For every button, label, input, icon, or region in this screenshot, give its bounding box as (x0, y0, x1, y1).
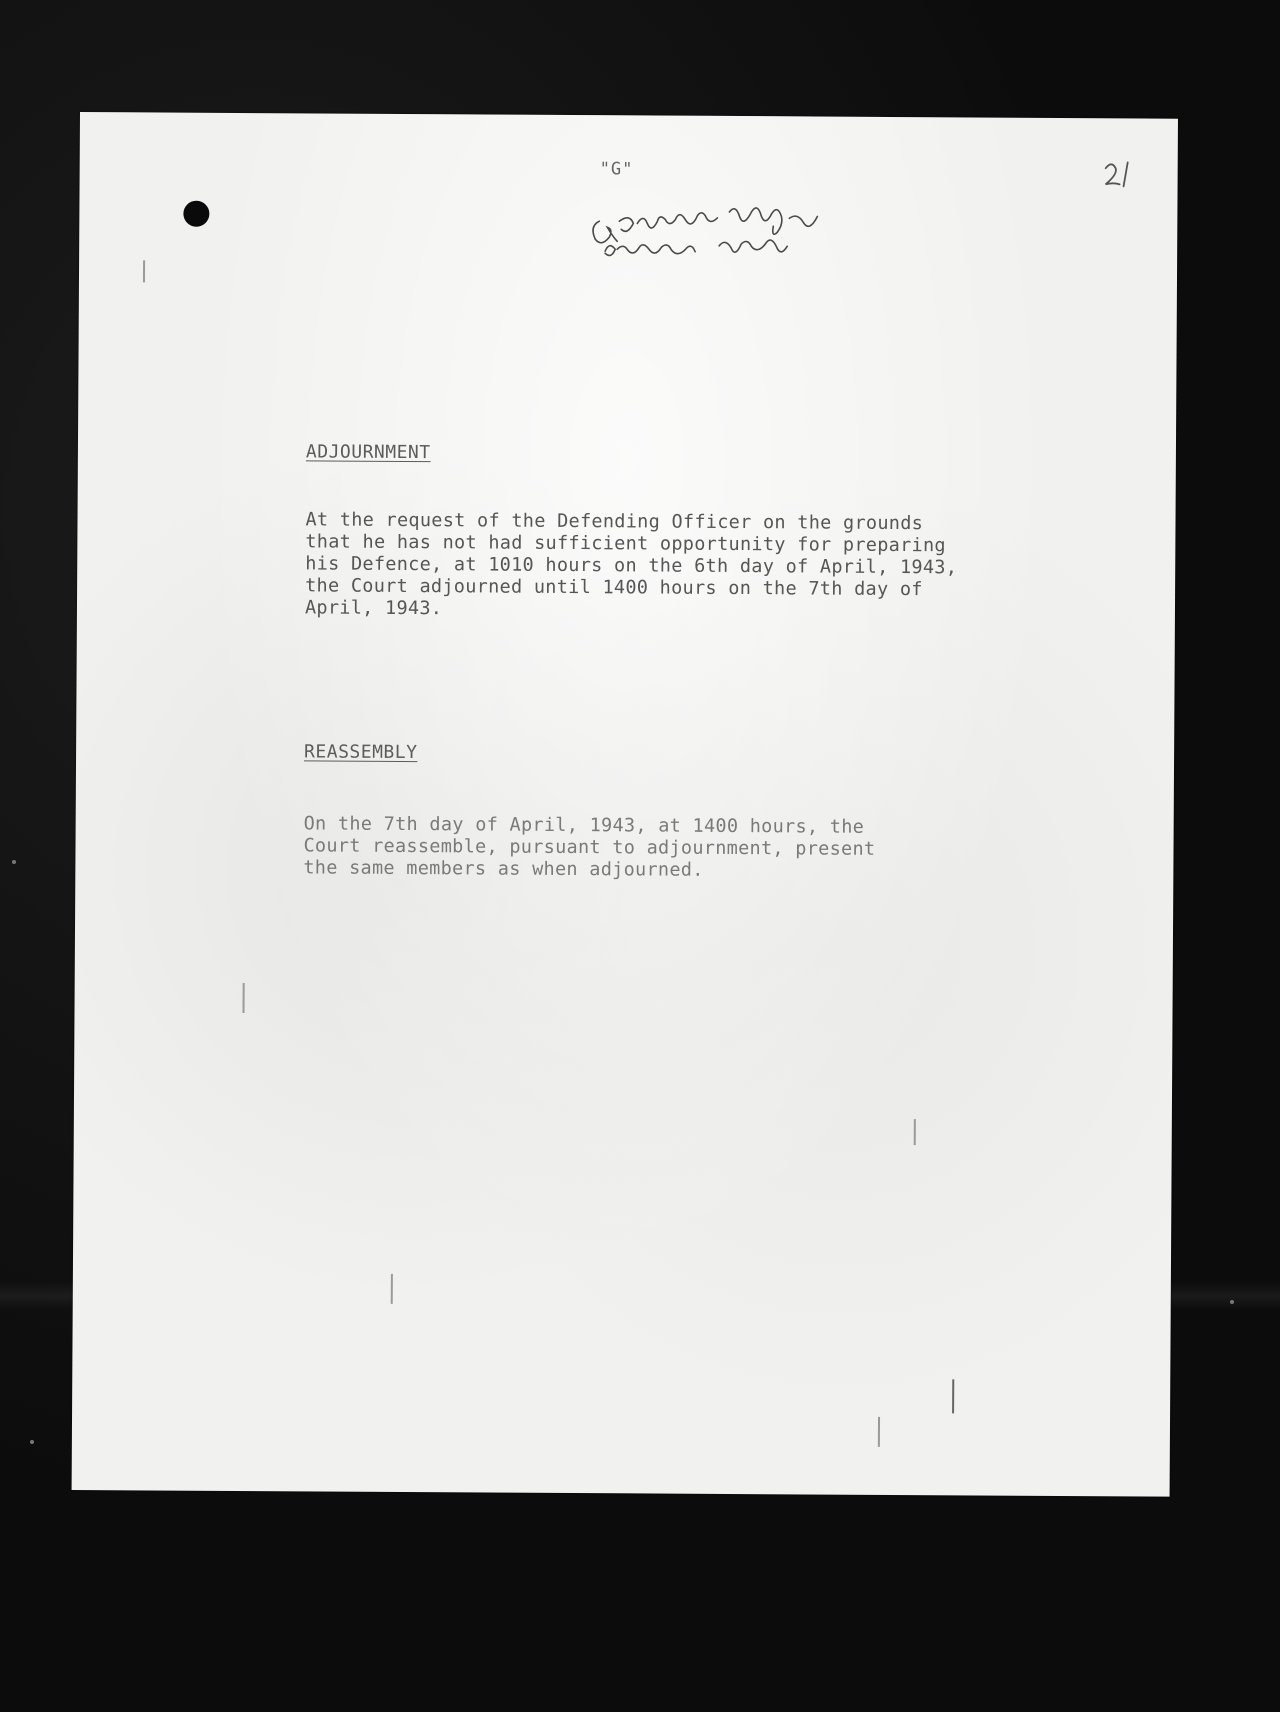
text-line: his Defence, at 1010 hours on the 6th day of April, 1943, (305, 553, 958, 579)
text-line: the Court adjourned until 1400 hours on the 7th day of (305, 575, 923, 601)
scan-speck (30, 1440, 34, 1444)
scan-speck (1230, 1300, 1234, 1304)
text-line: On the 7th day of April, 1943, at 1400 hours, the (303, 813, 865, 838)
scan-speck (12, 860, 16, 864)
scan-scratch (914, 1119, 916, 1145)
section-body-adjournment (305, 509, 1066, 624)
section-heading-reassembly: REASSEMBLY (304, 741, 418, 764)
document-page (72, 112, 1178, 1497)
scan-scratch (143, 260, 145, 282)
section-heading-adjournment: ADJOURNMENT (305, 441, 431, 464)
punch-hole (183, 201, 209, 227)
scan-scratch (878, 1417, 880, 1447)
handwritten-annotation (579, 191, 910, 283)
text-line: the same members as when adjourned. (303, 857, 704, 881)
text-line: Court reassemble, pursuant to adjournment, present (303, 835, 876, 860)
page-number-handwritten (1102, 154, 1142, 194)
text-line: that he has not had sufficient opportunity for preparing (305, 531, 946, 557)
text-line: April, 1943. (304, 597, 443, 620)
section-body-reassembly (303, 813, 1063, 884)
exhibit-mark: "G" (599, 159, 634, 180)
scan-scratch (242, 983, 244, 1013)
text-line: At the request of the Defending Officer on the grounds (305, 509, 924, 535)
scan-scratch (952, 1379, 954, 1413)
scan-scratch (391, 1274, 393, 1304)
